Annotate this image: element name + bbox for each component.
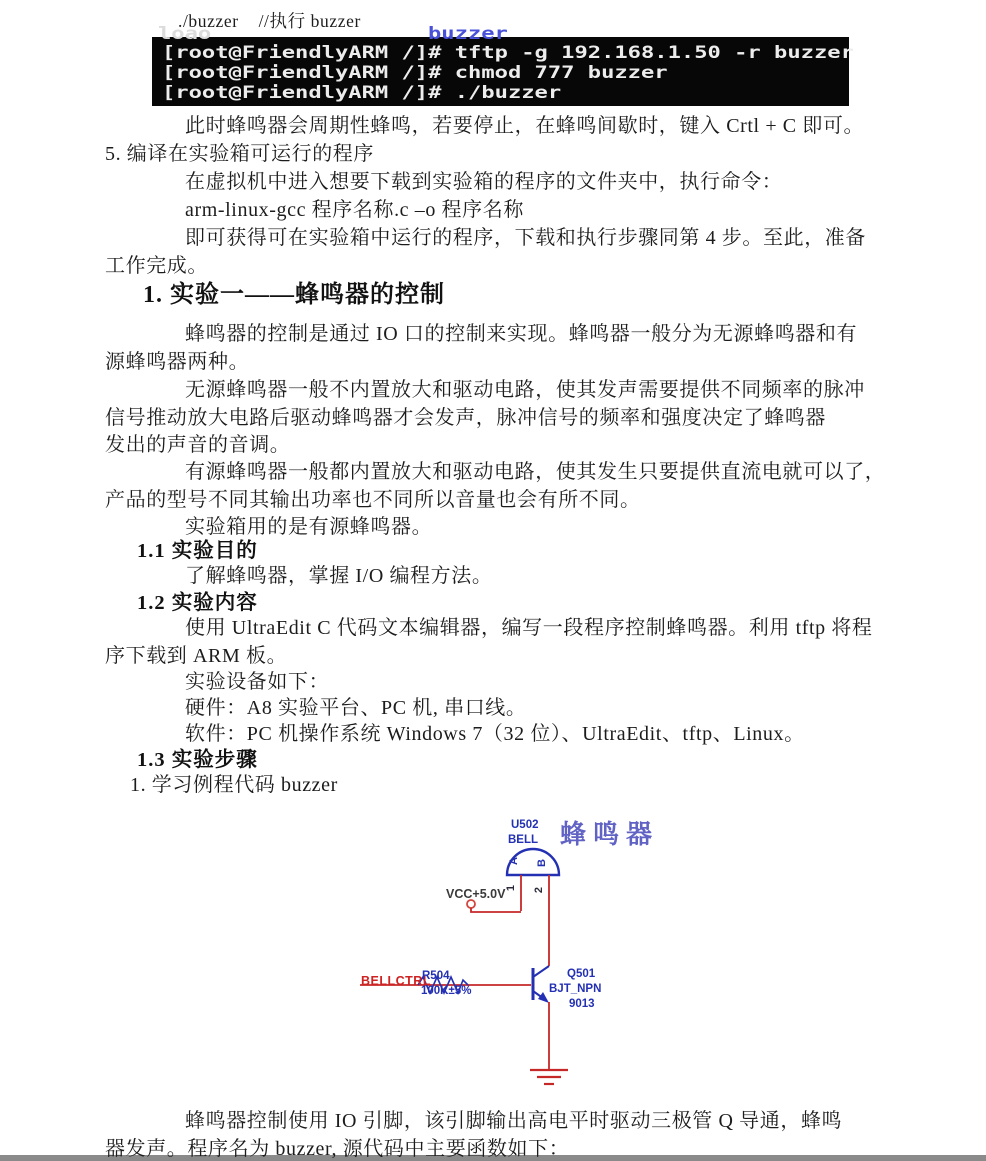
resistor-refdes-label: R504 bbox=[422, 970, 450, 982]
text-line: 信号推动放大电路后驱动蜂鸣器才会发声，脉冲信号的频率和强度决定了蜂鸣器 bbox=[105, 407, 826, 429]
text-line: 实验设备如下： bbox=[185, 671, 330, 693]
text-line: 实验箱用的是有源蜂鸣器。 bbox=[185, 516, 433, 538]
text-line: 硬件：A8 实验平台、PC 机, 串口线。 bbox=[185, 697, 527, 719]
code-exec-line: ./buzzer //执行 buzzer bbox=[178, 11, 361, 31]
terminal-clipped-fragment: loao bbox=[158, 24, 212, 44]
buzzer-refdes-label: U502 bbox=[511, 819, 539, 831]
text-line: 蜂鸣器控制使用 IO 引脚，该引脚输出高电平时驱动三极管 Q 导通，蜂鸣 bbox=[185, 1110, 843, 1132]
pin2-number-label: 2 bbox=[533, 886, 546, 894]
subsection-heading-content: 1.2 实验内容 bbox=[137, 592, 258, 614]
text-line: arm-linux-gcc 程序名称.c –o 程序名称 bbox=[185, 199, 524, 221]
schematic-drawing bbox=[330, 808, 690, 1100]
text-line: 工作完成。 bbox=[105, 255, 208, 277]
text-line: 5. 编译在实验箱可运行的程序 bbox=[105, 143, 374, 165]
transistor-refdes-label: Q501 bbox=[567, 968, 596, 980]
text-line: 发出的声音的音调。 bbox=[105, 434, 291, 456]
section-heading: 1. 实验一——蜂鸣器的控制 bbox=[143, 282, 445, 308]
terminal-line-run: [root@FriendlyARM /]# ./buzzer bbox=[162, 83, 562, 103]
vcc-terminal-circle bbox=[467, 900, 475, 908]
subsection-heading-purpose: 1.1 实验目的 bbox=[137, 540, 258, 562]
terminal-clipped-filename: buzzer bbox=[428, 24, 508, 44]
text-line: 此时蜂鸣器会周期性蜂鸣，若要停止，在蜂鸣间歇时，键入 Crtl + C 即可。 bbox=[185, 115, 865, 137]
text-line: 源蜂鸣器两种。 bbox=[105, 351, 250, 373]
terminal-line-chmod: [root@FriendlyARM /]# chmod 777 buzzer bbox=[162, 63, 668, 83]
buzzer-circuit-schematic bbox=[330, 808, 690, 1100]
transistor-type-label: BJT_NPN bbox=[549, 983, 602, 995]
text-line: 了解蜂鸣器，掌握 I/O 编程方法。 bbox=[185, 565, 493, 587]
text-line: 使用 UltraEdit C 代码文本编辑器，编写一段程序控制蜂鸣器。利用 tftp 将程 bbox=[185, 617, 873, 639]
buzzer-terminal-a-label: A bbox=[507, 857, 520, 865]
text-line: 序下载到 ARM 板。 bbox=[105, 645, 288, 667]
transistor-collector bbox=[533, 966, 549, 977]
terminal-line-tftp: [root@FriendlyARM /]# tftp -g 192.168.1.50 -r buzzer bbox=[162, 43, 854, 63]
wire-vcc bbox=[471, 908, 521, 912]
text-line: 有源蜂鸣器一般都内置放大和驱动电路，使其发生只要提供直流电就可以了， bbox=[185, 461, 886, 483]
text-line: 器发声。程序名为 buzzer, 源代码中主要函数如下： bbox=[105, 1138, 570, 1160]
resistor-value-label: 100K±5% bbox=[421, 985, 472, 997]
buzzer-terminal-b-label: B bbox=[535, 859, 548, 867]
schematic-title: 蜂鸣器 bbox=[560, 819, 660, 849]
bellctrl-net-label: BELLCTRL bbox=[361, 974, 431, 988]
text-line: 即可获得可在实验箱中运行的程序，下载和执行步骤同第 4 步。至此，准备 bbox=[185, 227, 866, 249]
text-line: 1. 学习例程代码 buzzer bbox=[130, 774, 338, 796]
text-line: 产品的型号不同其输出功率也不同所以音量也会有所不同。 bbox=[105, 489, 641, 511]
pin1-number-label: 1 bbox=[505, 884, 518, 892]
terminal-screenshot bbox=[152, 24, 854, 106]
vcc-label: VCC+5.0V bbox=[446, 887, 506, 901]
transistor-emitter-arrow bbox=[538, 992, 549, 1003]
text-line: 无源蜂鸣器一般不内置放大和驱动电路，使其发声需要提供不同频率的脉冲 bbox=[185, 379, 865, 401]
text-line: 软件：PC 机操作系统 Windows 7（32 位）、UltraEdit、tftp、Linux。 bbox=[185, 723, 805, 745]
subsection-heading-steps: 1.3 实验步骤 bbox=[137, 749, 258, 771]
buzzer-name-label: BELL bbox=[508, 834, 539, 846]
text-line: 蜂鸣器的控制是通过 IO 口的控制来实现。蜂鸣器一般分为无源蜂鸣器和有 bbox=[185, 323, 858, 345]
transistor-model-label: 9013 bbox=[569, 998, 595, 1010]
text-line: 在虚拟机中进入想要下载到实验箱的程序的文件夹中，执行命令： bbox=[185, 171, 783, 193]
